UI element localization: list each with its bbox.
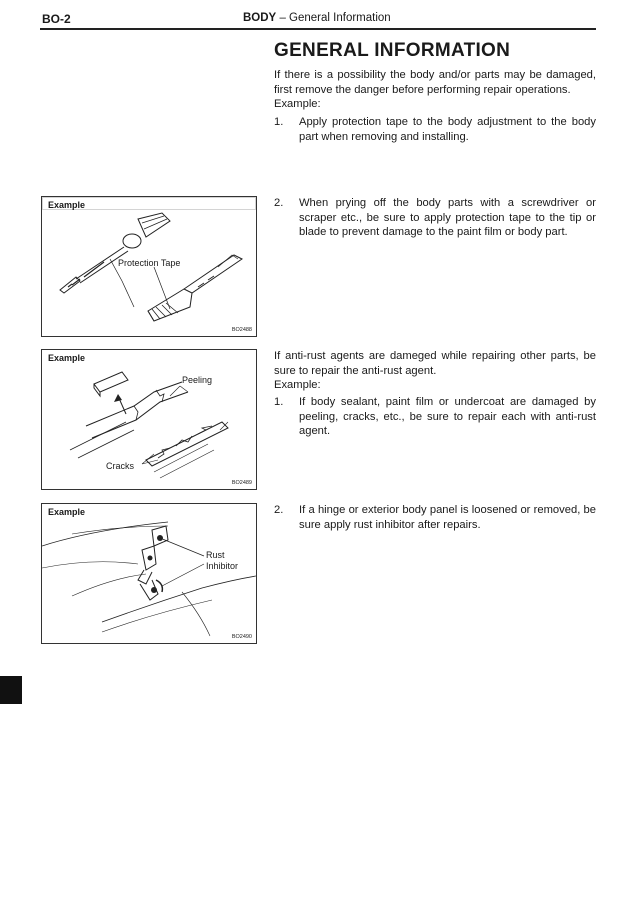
item-text: Apply protection tape to the body adjustment to the body part when removing and installing.: [299, 116, 596, 143]
list-item: [274, 503, 596, 533]
section-tab: [0, 676, 22, 704]
callout-rust-inhibitor: [206, 550, 238, 572]
figure-label: Example: [48, 507, 86, 517]
item-text: When prying off the body parts with a screwdriver or scraper etc., be sure to apply protection tape to the tip or blade to prevent damage to the paint film or body part.: [299, 197, 596, 238]
page-title: GENERAL INFORMATION: [274, 40, 511, 61]
item-number: 2.: [274, 504, 284, 516]
item-text: If body sealant, paint film or undercoat are damaged by peeling, cracks, etc., be sure to repair each with anti-rust agent.: [299, 396, 596, 437]
example-label: Example:: [274, 379, 321, 391]
peeling-cracks-illustration: [42, 350, 256, 489]
item-number: 1.: [274, 396, 284, 408]
callout-line: Rust: [206, 550, 225, 560]
figure-protection-tape: [41, 196, 257, 337]
item-number: 1.: [274, 116, 284, 128]
page-code: BO-2: [42, 12, 71, 26]
header-separator: –: [279, 12, 286, 24]
callout-protection-tape: Protection Tape: [118, 258, 181, 268]
header-rule: [40, 28, 596, 30]
figure-code: BO2490: [231, 634, 252, 640]
figure-peeling-cracks: [41, 349, 257, 490]
hinge-illustration: [42, 504, 256, 643]
list-item: [274, 196, 596, 241]
item-number: 2.: [274, 197, 284, 209]
figure-code: BO2488: [231, 327, 252, 333]
callout-cracks: Cracks: [106, 461, 135, 471]
section-subtitle: General Information: [289, 12, 391, 24]
example-label: Example:: [274, 98, 321, 110]
intro-paragraph: If there is a possibility the body and/or parts may be damaged, first remove the danger before performing repair operations.: [274, 69, 596, 96]
figure-rust-inhibitor: [41, 503, 257, 644]
figure-label: Example: [48, 353, 86, 363]
figure-label: Example: [48, 200, 86, 210]
item-text: If a hinge or exterior body panel is loosened or removed, be sure apply rust inhibitor after repairs.: [299, 504, 596, 531]
callout-line: Inhibitor: [206, 561, 239, 571]
running-header: [243, 12, 391, 24]
figure-code: BO2489: [231, 480, 252, 486]
callout-peeling: Peeling: [182, 375, 213, 385]
anti-rust-paragraph: If anti-rust agents are dameged while repairing other parts, be sure to repair the anti-rust agent.: [274, 350, 596, 377]
list-item: [274, 395, 596, 440]
section-name: BODY: [243, 12, 277, 24]
list-item: [274, 115, 596, 145]
